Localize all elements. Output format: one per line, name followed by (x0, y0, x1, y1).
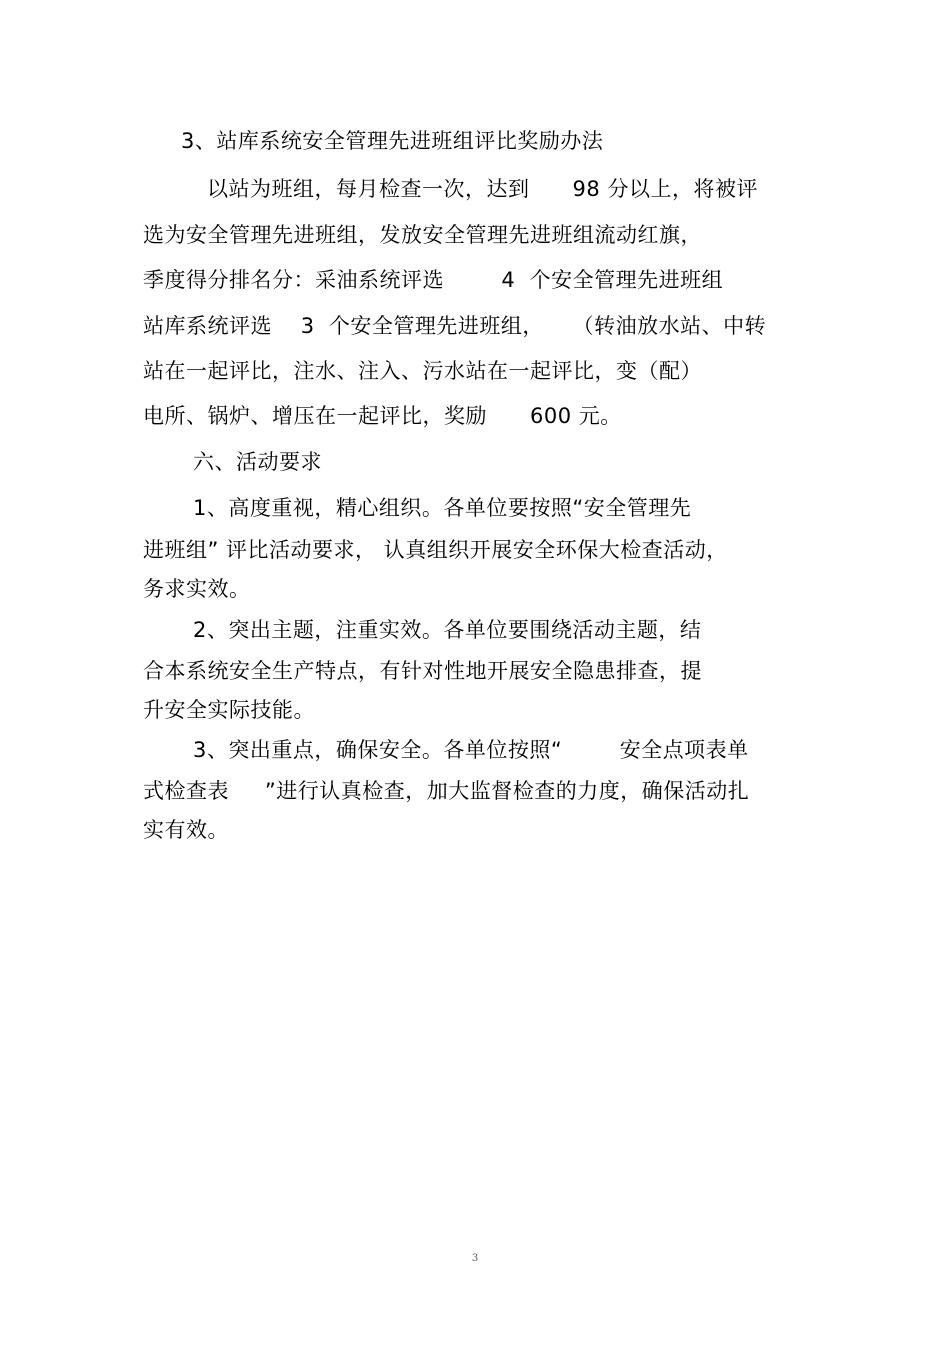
paragraph-line: 以站为班组，每月检查一次，达到 98 分以上，将被评 (207, 177, 758, 201)
paragraph-line: 季度得分排名分：采油系统评选 4 个安全管理先进班组 (143, 268, 724, 292)
paragraph-line: 站在一起评比，注水、注入、污水站在一起评比，变（配） (143, 359, 702, 383)
paragraph-line: 升安全实际技能。 (143, 698, 315, 722)
paragraph-line: 2、突出主题，注重实效。各单位要围绕活动主题，结 (193, 618, 702, 642)
paragraph-line: 进班组” 评比活动要求， 认真组织开展安全环保大检查活动， (143, 538, 728, 562)
section-heading: 六、活动要求 (193, 450, 322, 474)
paragraph-line: 合本系统安全生产特点，有针对性地开展安全隐患排查，提 (143, 659, 702, 683)
paragraph-line: 电所、锅炉、增压在一起评比，奖励 600 元。 (143, 404, 622, 428)
paragraph-line: 务求实效。 (143, 577, 251, 601)
paragraph-line: 式检查表 ”进行认真检查，加大监督检查的力度，确保活动扎 (143, 779, 750, 803)
paragraph-line: 实有效。 (143, 818, 229, 842)
page-number: 3 (471, 1253, 479, 1264)
paragraph-line: 选为安全管理先进班组，发放安全管理先进班组流动红旗， (143, 223, 702, 247)
section-heading: 3、站库系统安全管理先进班组评比奖励办法 (181, 129, 604, 153)
paragraph-line: 1、高度重视，精心组织。各单位要按照“安全管理先 (193, 496, 692, 520)
paragraph-line: 3、突出重点，确保安全。各单位按照“ 安全点项表单 (193, 738, 749, 762)
paragraph-line: 站库系统评选 3 个安全管理先进班组， （转油放水站、中转 (143, 314, 767, 338)
